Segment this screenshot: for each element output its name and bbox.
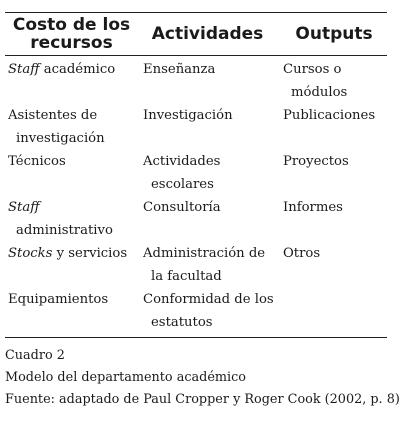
table-bottom-rule	[5, 337, 387, 338]
table-row	[5, 104, 387, 150]
cell-actividad	[140, 196, 280, 242]
cell-output	[280, 58, 387, 104]
cell-actividad-line2: la facultad	[151, 269, 222, 284]
cell-costo-line1: Asistentes de	[8, 108, 98, 123]
cell-costo	[5, 150, 140, 196]
table-row	[5, 196, 387, 242]
header-costo-recursos	[5, 16, 140, 52]
data-table	[5, 12, 387, 338]
cell-actividad-line1: Administración de	[143, 246, 266, 261]
cell-actividad-line1: Actividades	[143, 154, 221, 169]
table-body	[5, 56, 387, 337]
cell-output-line1: Proyectos	[283, 154, 349, 169]
cell-output-line1: Publicaciones	[283, 108, 376, 123]
cell-costo	[5, 242, 140, 288]
cell-output	[280, 288, 387, 334]
cell-costo-line2: investigación	[16, 131, 105, 146]
header-outputs: Outputs	[295, 24, 373, 44]
cell-output-line1: Cursos o	[283, 62, 342, 77]
cell-costo-italic: Staff	[8, 62, 40, 77]
cell-costo	[5, 288, 140, 334]
cell-actividad-line1: Investigación	[143, 108, 233, 123]
caption-label: Cuadro 2	[5, 348, 65, 363]
cell-actividad-line1: Consultoría	[143, 200, 221, 215]
header-costo-line2: recursos	[30, 33, 113, 53]
cell-output-line1: Otros	[283, 246, 321, 261]
table-header-row	[5, 13, 387, 55]
header-costo-line1: Costo de los	[12, 15, 131, 35]
table-caption	[5, 345, 400, 411]
cell-actividad	[140, 150, 280, 196]
cell-output-line1: Informes	[283, 200, 343, 215]
cell-costo-italic: Staff	[8, 200, 40, 215]
cell-costo-line1: Equipamientos	[8, 292, 109, 307]
cell-costo	[5, 58, 140, 104]
cell-output	[280, 150, 387, 196]
cell-output	[280, 196, 387, 242]
cell-costo-line2: administrativo	[16, 223, 113, 238]
cell-output	[280, 104, 387, 150]
cell-output-line2: módulos	[291, 85, 348, 100]
cell-costo	[5, 196, 140, 242]
cell-actividad-line1: Conformidad de los	[143, 292, 274, 307]
cell-actividad	[140, 288, 280, 334]
cell-actividad	[140, 58, 280, 104]
header-actividades: Actividades	[151, 24, 264, 44]
cell-costo-line1: Técnicos	[8, 154, 66, 169]
caption-title: Modelo del departamento académico	[5, 370, 246, 385]
cell-actividad	[140, 104, 280, 150]
cell-costo-text: académico	[39, 62, 116, 77]
table-row	[5, 58, 387, 104]
cell-costo	[5, 104, 140, 150]
caption-source: Fuente: adaptado de Paul Cropper y Roger Cook (2002, p. 8)	[5, 392, 400, 407]
cell-costo-italic: Stocks	[8, 246, 53, 261]
cell-actividad-line2: estatutos	[151, 315, 213, 330]
table-row	[5, 242, 387, 288]
cell-output	[280, 242, 387, 288]
cell-actividad-line1: Enseñanza	[143, 62, 216, 77]
cell-actividad	[140, 242, 280, 288]
table-row	[5, 288, 387, 334]
cell-costo-text: y servicios	[52, 246, 128, 261]
cell-actividad-line2: escolares	[151, 177, 214, 192]
table-row	[5, 150, 387, 196]
